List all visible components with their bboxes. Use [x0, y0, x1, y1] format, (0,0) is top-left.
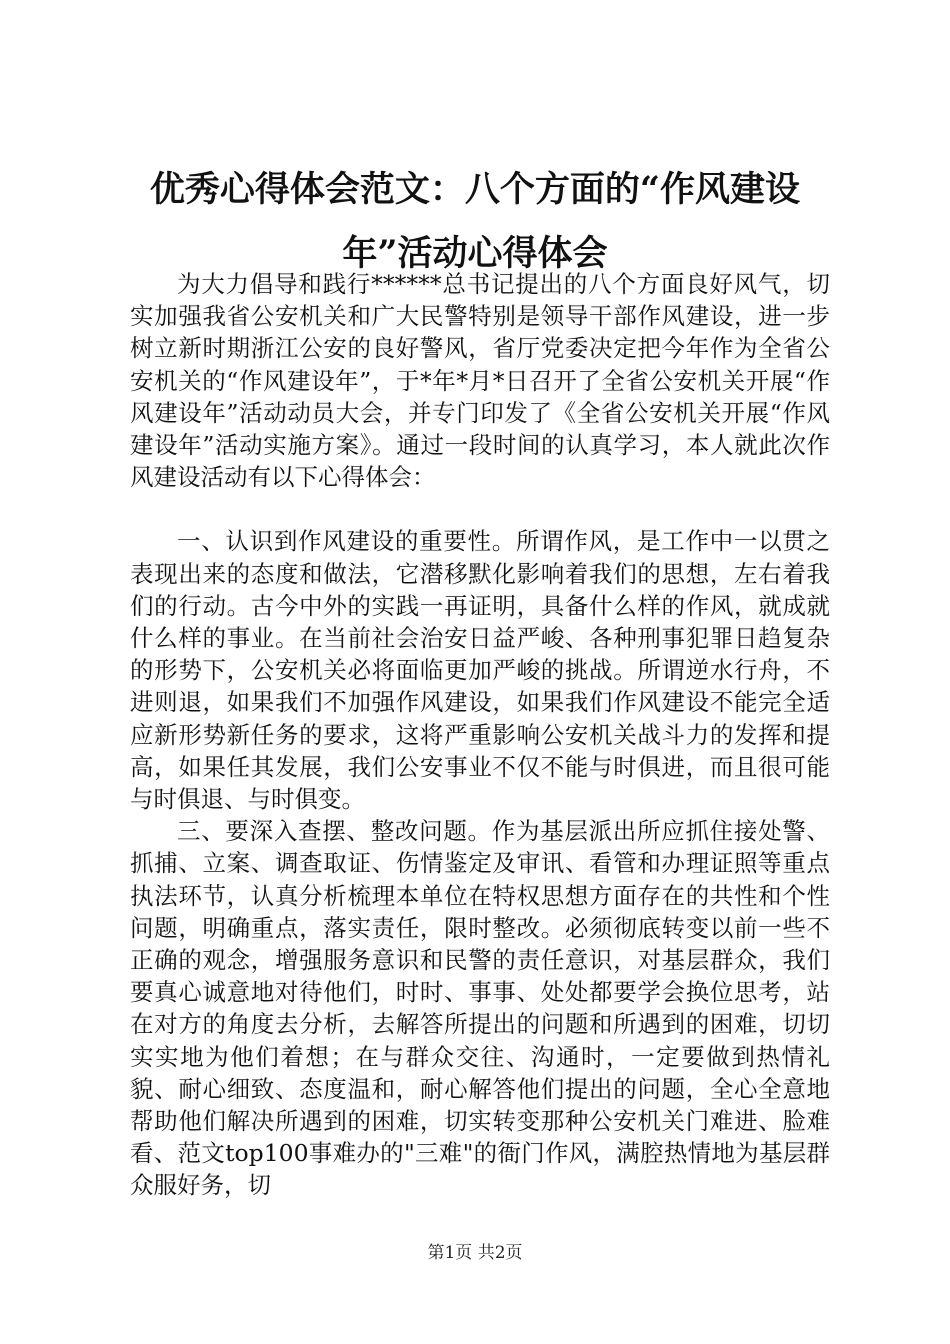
document-title [110, 158, 840, 286]
page-footer: 第1页 共2页 [427, 1243, 523, 1263]
document-body [130, 268, 830, 1202]
paragraph-gap [130, 493, 830, 525]
paragraph-section-1: 一、认识到作风建设的重要性。所谓作风，是工作中一以贯之表现出来的态度和做法，它潜移默化影响着我们的思想，左右着我们的行动。古今中外的实践一再证明，具备什么样的作风，就成就什么样的事业。在当前社会治安日益严峻、各种刑事犯罪日趋复杂的形势下，公安机关必将面临更加严峻的挑战。所谓逆水行舟，不进则退，如果我们不加强作风建设，如果我们作风建设不能完全适应新形势新任务的要求，这将严重影响公安机关战斗力的发挥和提高，如果任其发展，我们公安事业不仅不能与时俱进，而且很可能与时俱退、与时俱变。 [130, 527, 830, 814]
paragraph-section-3: 三、要深入查摆、整改问题。作为基层派出所应抓住接处警、抓捕、立案、调查取证、伤情鉴定及审讯、看管和办理证照等重点执法环节，认真分析梳理本单位在特权思想方面存在的共性和个性问题，明确重点，落实责任，限时整改。必须彻底转变以前一些不正确的观念，增强服务意识和民警的责任意识，对基层群众，我们要真心诚意地对待他们，时时、事事、处处都要学会换位思考，站在对方的角度去分析，去解答所提出的问题和所遇到的困难，切切实实地为他们着想；在与群众交往、沟通时，一定要做到热情礼貌、耐心细致、态度温和，耐心解答他们提出的问题，全心全意地帮助他们解决所遇到的困难，切实转变那种公安机关门难进、脸难看、范文top100事难办的"三难"的衙门作风，满腔热情地为基层群众服好务，切 [130, 817, 830, 1200]
title-line-2: 年”活动心得体会 [342, 233, 608, 274]
paragraph-intro: 为大力倡导和践行******总书记提出的八个方面良好风气，切实加强我省公安机关和广大民警特别是领导干部作风建设，进一步树立新时期浙江公安的良好警风，省厅党委决定把今年作为全省公安机关的“作风建设年”，于*年*月*日召开了全省公安机关开展“作风建设年”活动动员大会，并专门印发了《全省公安机关开展“作风建设年”活动实施方案》。通过一段时间的认真学习，本人就此次作风建设活动有以下心得体会： [130, 270, 830, 492]
title-line-1: 优秀心得体会范文：八个方面的“作风建设 [149, 169, 801, 210]
